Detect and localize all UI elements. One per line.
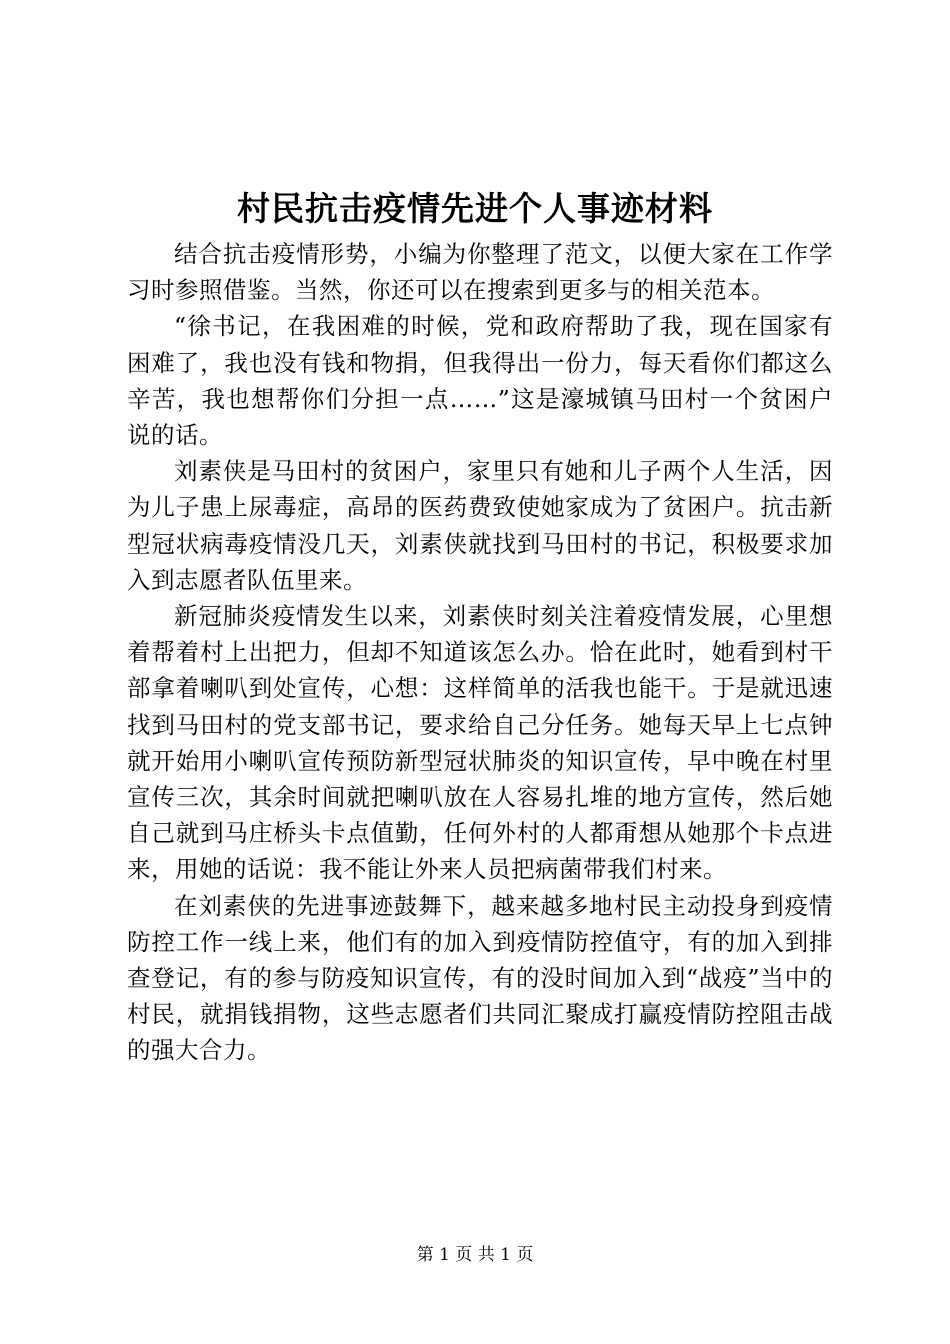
paragraph-deeds: 新冠肺炎疫情发生以来，刘素侠时刻关注着疫情发展，心里想着帮着村上出把力，但却不知道该怎么办。恰在此时，她看到村干部拿着喇叭到处宣传，心想：这样简单的活我也能干。于是就迅速找到马田村的党支部书记，要求给自己分任务。她每天早上七点钟就开始用小喇叭宣传预防新型冠状肺炎的知识宣传，早中晚在村里宣传三次，其余时间就把喇叭放在人容易扎堆的地方宣传，然后她自己就到马庄桥头卡点值勤，任何外村的人都甭想从她那个卡点进来，用她的话说：我不能让外来人员把病菌带我们村来。	[127, 602, 833, 884]
paragraph-conclusion: 在刘素侠的先进事迹鼓舞下，越来越多地村民主动投身到疫情防控工作一线上来，他们有的加入到疫情防控值守，有的加入到排查登记，有的参与防疫知识宣传，有的没时间加入到“战疫”当中的村民，就捐钱捐物，这些志愿者们共同汇聚成打赢疫情防控阻击战的强大合力。	[127, 891, 833, 1065]
paragraph-quote: “徐书记，在我困难的时候，党和政府帮助了我，现在国家有困难了，我也没有钱和物捐，但我得出一份力，每天看你们都这么辛苦，我也想帮你们分担一点……”这是濠城镇马田村一个贫困户说的话。	[127, 312, 833, 450]
paragraph-intro: 结合抗击疫情形势，小编为你整理了范文，以便大家在工作学习时参照借鉴。当然，你还可以在搜索到更多与的相关范本。	[127, 240, 833, 305]
document-title: 村民抗击疫情先进个人事迹材料	[237, 189, 713, 228]
page-number-footer: 第 1 页 共 1 页	[416, 1245, 534, 1265]
paragraph-background: 刘素侠是马田村的贫困户，家里只有她和儿子两个人生活，因为儿子患上尿毒症，高昂的医药费致使她家成为了贫困户。抗击新型冠状病毒疫情没几天，刘素侠就找到马田村的书记，积极要求加入到志愿者队伍里来。	[127, 457, 833, 594]
document-body	[127, 236, 833, 1069]
